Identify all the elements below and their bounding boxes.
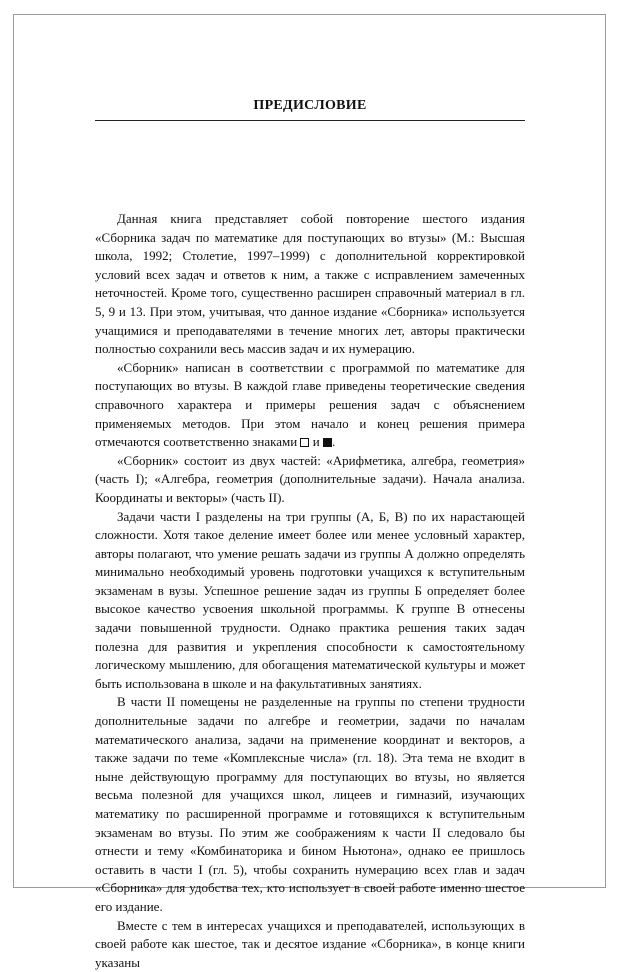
marker-conjunction: и xyxy=(312,434,320,450)
text-body xyxy=(95,210,525,972)
title-rule xyxy=(95,120,525,121)
paragraph-4: Задачи части I разделены на три группы (А, Б, В) по их нарастающей сложности. Хотя такое деление имеет более или менее условный характер, авторы полагают, что умение решать задачи из группы А должно определять минимально необходимый уровень подготовки учащихся к вступительным экзаменам в вузы. Успешное решение задач из группы Б определяет более высокое качество усвоения школьной программы. К группе В отнесены задачи повышенной трудности. Однако практика решения таких задач полезна для развития и укрепления способности к самостоятельному логическому мышлению, для обогащения математической культуры и может быть использована в школе и на факультативных занятиях. xyxy=(95,508,525,691)
page-title: ПРЕДИСЛОВИЕ xyxy=(253,98,367,113)
open-square-icon xyxy=(300,438,309,447)
solution-markers: и . xyxy=(300,434,335,449)
paragraph-3: «Сборник» состоит из двух частей: «Арифметика, алгебра, геометрия» (часть I); «Алгебра, геометрия (дополнительные задачи). Начала анализа. Координаты и векторы» (часть II). xyxy=(95,452,525,505)
paragraph-5: В части II помещены не разделенные на группы по степени трудности дополнительные задачи по алгебре и геометрии, задачи по началам математического анализа, задачи на применение координат и векторов, а также задачи по теме «Комплексные числа» (гл. 18). Эта тема не входит в ныне действующую программу для поступающих во втузы, но является весьма полезной для учащихся школ, лицеев и гимназий, изучающих математику по расширенной программе и готовящихся к вступительным экзаменам во втузы. По этим же соображениям к части II следовало бы отнести и тему «Комбинаторика и бином Ньютона», однако ее пришлось оставить в части I (гл. 5), чтобы сохранить нумерацию всех глав и задач «Сборника» для удобства тех, кто использует в своей работе именно шестое его издание. xyxy=(95,694,525,914)
paragraph-1: Данная книга представляет собой повторение шестого издания «Сборника задач по математике для поступающих во втузы» (М.: Высшая школа, 1992; Столетие, 1997–1999) с дополнительной корректировкой условий всех задач и ответов к ним, а также с исправлением замеченных неточностей. Кроме того, существенно расширен справочный материал в гл. 5, 9 и 13. При этом, учитывая, что данное издание «Сборника» используется учащимися и преподавателями в течение многих лет, авторы практически полностью сохранили весь массив задач и их нумерацию. xyxy=(95,211,525,357)
paragraph-2-text: «Сборник» написан в соответствии с программой по математике для поступающих во втузы. В каждой главе приведены теоретические сведения справочного характера и примеры решения задач с объяснением применяемых методов. При этом начало и конец решения примера отмечаются соответственно знаками xyxy=(95,359,525,450)
paragraph-6: Вместе с тем в интересах учащихся и преподавателей, использующих в своей работе как шестое, так и десятое издание «Сборника», в конце книги указаны xyxy=(95,917,525,970)
paragraph-2 xyxy=(95,359,525,452)
filled-square-icon xyxy=(323,438,332,447)
